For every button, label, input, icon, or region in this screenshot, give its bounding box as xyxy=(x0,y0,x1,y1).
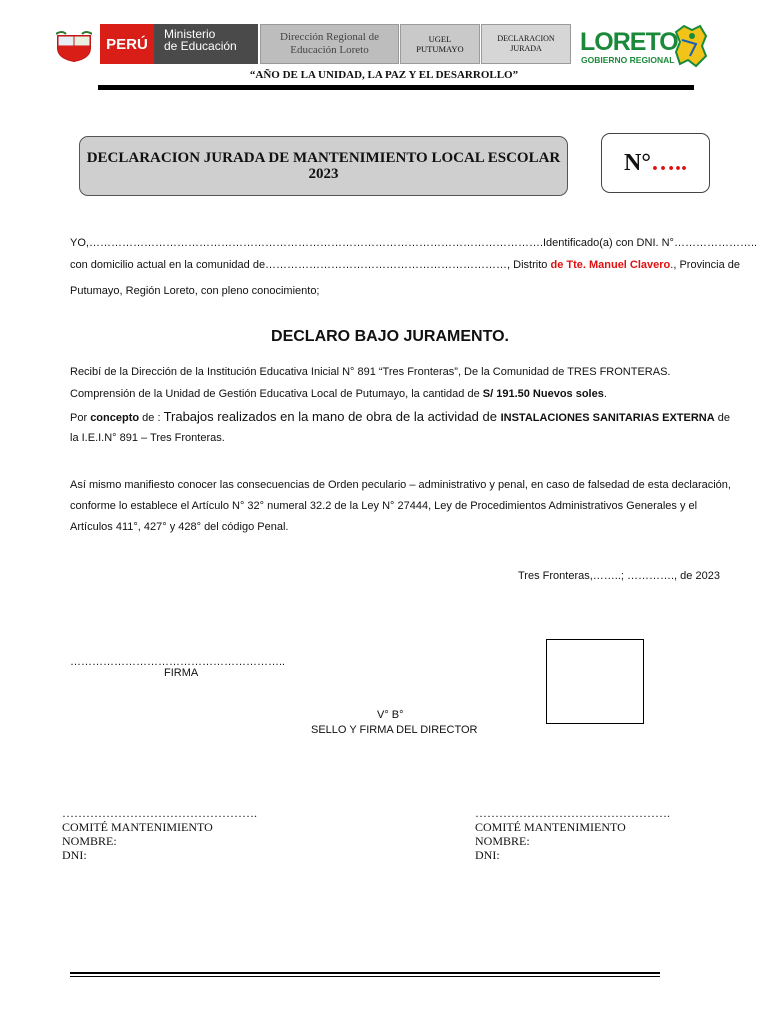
minedu-logo xyxy=(154,24,258,64)
consequences-line-1: Así mismo manifiesto conocer las consecuencias de Orden peculario – administrativo y penal, en caso de falsedad de esta declaración, xyxy=(70,479,731,491)
institution-line: la I.E.I.N° 891 – Tres Fronteras. xyxy=(70,432,225,444)
minedu-line1: Ministerio xyxy=(164,27,216,41)
coat-of-arms-icon xyxy=(56,30,92,62)
firma-label: FIRMA xyxy=(164,667,199,679)
footer-divider-thin xyxy=(70,976,660,977)
amount-value: S/ 191.50 Nuevos soles xyxy=(482,388,604,400)
district-name: de Tte. Manuel Clavero xyxy=(550,259,671,271)
committee-right xyxy=(475,806,670,862)
committee-right-label: COMITÉ MANTENIMIENTO xyxy=(475,820,626,834)
document-title-box xyxy=(79,136,568,196)
activity-name: INSTALACIONES SANITARIAS EXTERNA xyxy=(500,412,715,424)
decl-line1: DECLARACION xyxy=(497,34,555,43)
received-line: Recibí de la Dirección de la Institución Educativa Inicial N° 891 “Tres Fronteras”, De la Comunidad de TRES FRONTERAS. xyxy=(70,366,671,378)
committee-right-dots: …………………………………………. xyxy=(475,806,670,820)
committee-right-nombre: NOMBRE: xyxy=(475,834,530,848)
firma-line: ………………………………………………….. xyxy=(70,656,286,668)
dre-line2: Educación Loreto xyxy=(290,44,369,56)
amount-line: Comprensión de la Unidad de Gestión Educativa Local de Putumayo, la cantidad de S/ 191.50 Nuevos soles. xyxy=(70,388,607,400)
ugel-line2: PUTUMAYO xyxy=(416,44,464,54)
document-number-box xyxy=(601,133,710,193)
consequences-line-2: conforme lo establece el Artículo N° 32° numeral 32.2 de la Ley N° 27444, Ley de Procedimientos Administrativos Generales y el xyxy=(70,500,698,512)
director-seal-label: SELLO Y FIRMA DEL DIRECTOR xyxy=(311,724,478,736)
committee-left-dots: …………………………………………. xyxy=(62,806,257,820)
date-line: Tres Fronteras,……..; …………., de 2023 xyxy=(518,570,720,582)
year-motto: “AÑO DE LA UNIDAD, LA PAZ Y EL DESARROLLO” xyxy=(249,69,519,81)
number-dots: ….. xyxy=(650,149,687,176)
dre-line1: Dirección Regional de xyxy=(280,31,379,43)
header-divider xyxy=(98,85,694,90)
committee-left-dni: DNI: xyxy=(62,848,87,862)
visto-bueno-label: V° B° xyxy=(377,709,404,721)
loreto-subtitle: GOBIERNO REGIONAL xyxy=(581,55,675,65)
domicile-line: con domicilio actual en la comunidad de…………………………………………………………, Distrito de Tte. Manuel Clavero., Provincia de xyxy=(70,259,740,271)
ugel-line1: UGEL xyxy=(428,34,452,44)
declarant-line: YO,…………………………………………………………………………………………………………….Identificado(a) con DNI. N°………………….. xyxy=(70,237,758,249)
stamp-box xyxy=(546,639,644,724)
committee-left-nombre: NOMBRE: xyxy=(62,834,117,848)
peru-logo: PERÚ xyxy=(100,24,154,64)
minedu-line2: de Educación xyxy=(164,39,237,53)
ugel-box xyxy=(400,24,480,64)
consequences-line-3: Artículos 411°, 427° y 428° del código Penal. xyxy=(70,521,289,533)
declaracion-box xyxy=(481,24,571,64)
concept-line: Por concepto de : Trabajos realizados en la mano de obra de la actividad de INSTALACIONES SANITARIAS EXTERNA de xyxy=(70,409,730,424)
number-label: N° xyxy=(624,149,651,176)
province-line: Putumayo, Región Loreto, con pleno conocimiento; xyxy=(70,285,320,297)
loreto-map-icon xyxy=(670,22,710,70)
committee-left xyxy=(62,806,257,862)
committee-right-dni: DNI: xyxy=(475,848,500,862)
footer-divider xyxy=(70,972,660,974)
committee-left-label: COMITÉ MANTENIMIENTO xyxy=(62,820,213,834)
document-year: 2023 xyxy=(308,166,339,182)
decl-line2: JURADA xyxy=(510,44,542,53)
declaro-heading: DECLARO BAJO JURAMENTO. xyxy=(271,328,509,345)
document-title: DECLARACION JURADA DE MANTENIMIENTO LOCAL ESCOLAR xyxy=(86,150,561,166)
dre-box xyxy=(260,24,399,64)
loreto-title: LORETO xyxy=(580,28,678,56)
